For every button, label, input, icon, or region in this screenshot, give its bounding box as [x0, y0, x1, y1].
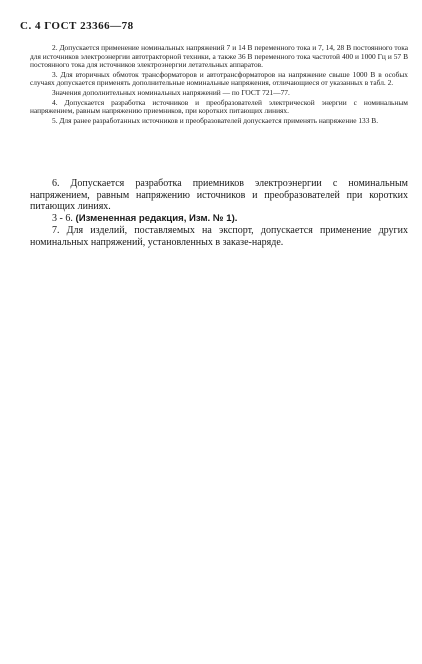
note-3: 3. Для вторичных обмоток трансформаторов и автотрансформаторов на напряжение свыше 1000 В в особых случаях допускается применять дополнительные номинальные напряжения, отличающиеся от указанных в табл. 2. [30, 69, 408, 88]
main-text-block [30, 178, 408, 248]
note-3-reference: Значения дополнительных номинальных напряжений — по ГОСТ 721—77. [52, 87, 290, 97]
note-5: 5. Для ранее разработанных источников и преобразователей допускается применять напряжение 133 В. [52, 115, 379, 125]
paragraph-7: 7. Для изделий, поставляемых на экспорт, допускается применение других номинальных напряжений, установленных в заказе-наряде. [30, 225, 408, 248]
notes-block [30, 44, 408, 125]
paragraph-6: 6. Допускается разработка приемников электроэнергии с номинальным напряжением, равным напряжению источников и преобразователей при коротких питающих линиях. [30, 178, 408, 212]
amendment-line [30, 213, 408, 225]
page-header: С. 4 ГОСТ 23366—78 [20, 20, 134, 32]
note-4: 4. Допускается разработка источников и преобразователей электрической энергии с номинальным напряжением, равным напряжению приемников, при коротких питающих линиях. [30, 97, 408, 116]
amendment-text: (Измененная редакция, Изм. № 1). [75, 213, 238, 224]
note-2: 2. Допускается применение номинальных напряжений 7 и 14 В переменного тока и 7, 14, 28 В постоянного тока для источников электроэнергии автотракторной техники, а также 36 В переменного тока частотой 400 и 1000 Гц и 57 В постоянного тока для источников электроэнергии летательных аппаратов. [30, 43, 408, 70]
amendment-range: 3 - 6. [52, 213, 73, 224]
